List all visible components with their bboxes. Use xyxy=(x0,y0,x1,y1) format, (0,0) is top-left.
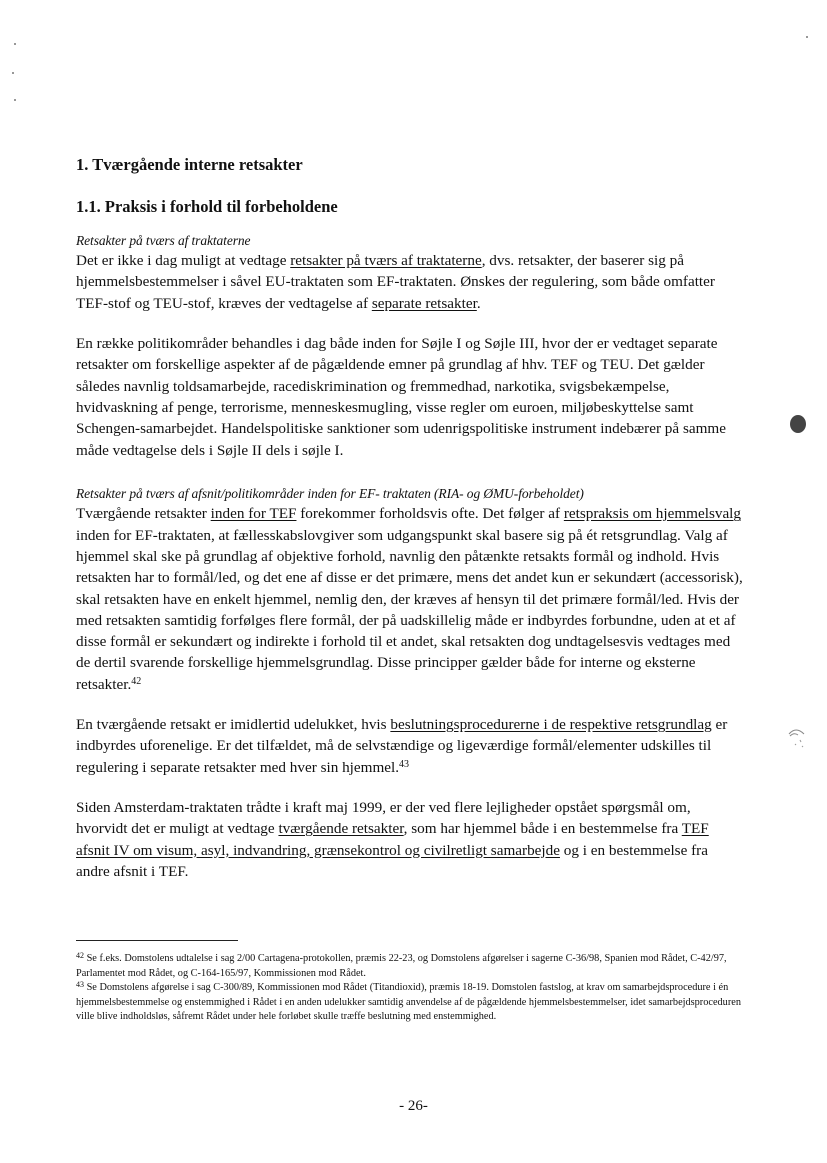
italic-subheading: Retsakter på tværs af afsnit/politikområder inden for EF- traktaten (RIA- og ØMU-forbeholdet) xyxy=(76,485,584,501)
scan-speck xyxy=(12,72,14,74)
main-text xyxy=(76,155,744,882)
italic-subheading: Retsakter på tværs af traktaterne xyxy=(76,232,251,248)
scan-speck xyxy=(14,99,16,101)
scan-smudge xyxy=(786,726,808,752)
subsection-heading: 1.1. Praksis i forhold til forbeholdene xyxy=(76,196,338,216)
underlined-phrase: retspraksis om hjemmelsvalg xyxy=(563,505,741,523)
paragraph xyxy=(76,797,744,882)
footnote xyxy=(76,952,746,981)
text-run: forekommer forholdsvis ofte. Det følger af xyxy=(296,505,564,523)
underlined-phrase: retsakter på tværs af traktaterne xyxy=(290,252,482,270)
underlined-phrase: TEF afsnit IV om visum, asyl, indvandring, grænsekontrol og civilretligt samarbejde xyxy=(76,820,709,859)
text-run: , som har hjemmel både i en bestemmelse fra xyxy=(403,820,682,838)
footnote-number: 42 xyxy=(76,951,84,960)
text-run: Tværgående retsakter xyxy=(76,505,211,523)
paragraph xyxy=(76,714,744,778)
text-run: inden for EF-traktaten, at fællesskabslovgiver som udgangspunkt skal basere sig på ét retsgrundlag. Valg af hjemmel skal ske på grundlag af objektive forhold, navnlig den påtænkte retsakts formål og indhold. Hvis retsakten har to formål/led, og det ene af disse er det primære, mens det andet kun er sekundært (accessorisk), skal retsakten have en enkelt hjemmel, nemlig den, der kræves af hensyn til det primære formål/led. Hvis der med retsakten samtidig forfølges flere formål, der på uadskillelig måde er indbyrdes forbundne, uden at et af disse formål er sekundært og indirekte i forhold til et andet, skal retsakten dog undtagelsesvis vedtages med de dertil svarende forskellige hjemmelsgrundlag. Disse principper gælder både for interne og eksterne retsakter. xyxy=(76,526,743,693)
underlined-phrase: beslutningsprocedurerne i de respektive retsgrundlag xyxy=(390,716,712,734)
footnote-separator xyxy=(76,940,238,941)
section-heading: 1. Tværgående interne retsakter xyxy=(76,155,303,174)
text-run: Det er ikke i dag muligt at vedtage xyxy=(76,252,291,270)
footnote-text: Se f.eks. Domstolens udtalelse i sag 2/00 Cartagena-protokollen, præmis 22-23, og Domstolens afgørelser i sagerne C-36/98, Spanien mod Rådet, C-42/97, Parlamentet mod Rådet, og C-164-165/97, Kommissionen mod Rådet. xyxy=(76,953,727,979)
paragraph xyxy=(76,503,744,695)
scan-speck xyxy=(14,43,16,45)
text-run: En tværgående retsakt er imidlertid udelukket, hvis xyxy=(76,716,391,734)
footnote-number: 43 xyxy=(76,980,84,990)
text-run: og i en bestemmelse fra andre afsnit i TEF. xyxy=(76,841,708,880)
text-run: Siden Amsterdam-traktaten trådte i kraft maj 1999, er der ved flere lejligheder opstået spørgsmål om, hvorvidt det er muligt at vedtage xyxy=(76,798,691,838)
text-run: er indbyrdes uforenelige. Er det tilfældet, må de selvstændige og ligeværdige formål/elementer udskilles til regulering i separate retsakter med hver sin hjemmel. xyxy=(76,716,728,776)
underlined-phrase: inden for TEF xyxy=(210,505,297,523)
footnote-ref: 43 xyxy=(399,758,410,770)
footnote xyxy=(76,981,746,1025)
scan-speck xyxy=(806,36,808,38)
page-number: - 26- xyxy=(399,1098,428,1114)
binder-hole-mark xyxy=(790,415,806,433)
text-run: , dvs. retsakter, der baserer sig på hjemmelsbestemmelser i såvel EU-traktaten som EF-traktaten. Ønskes der regulering, som både omfatter TEF-stof og TEU-stof, kræves der vedtagelse af xyxy=(76,252,715,312)
text-run: . xyxy=(476,294,481,312)
footnote-text: Se Domstolens afgørelse i sag C-300/89, Kommissionen mod Rådet (Titandioxid), præmis 18-19. Domstolen fastslog, at krav om samarbejdsprocedure i én hjemmelsbestemmelse og enstemmighed i Rådet i en anden udelukker samtidig anvendelse af de pågældende hjemmelsbestemmelser, idet samarbejdsproceduren ville blive indholdsløs, såfremt Rådet under hele forløbet skulle træffe beslutning med enstemmighed. xyxy=(76,982,741,1023)
paragraph: En række politikområder behandles i dag både inden for Søjle I og Søjle III, hvor der er vedtaget separate retsakter om forskellige aspekter af de pågældende emner på grundlag af hhv. TEF og TEU. Det gælder således navnlig toldsamarbejde, racediskrimination og fremmedhad, narkotika, svigsbekæmpelse, hvidvaskning af penge, terrorisme, menneskesmugling, visse regler om euroen, miljøbeskyttelse samt Schengen-samarbejdet. Handelspolitiske sanktioner som udenrigspolitiske instrument indebærer på samme måde vedtagelse dels i Søjle II dels i søjle I. xyxy=(76,335,726,459)
footnotes xyxy=(76,952,746,1025)
underlined-phrase: tværgående retsakter xyxy=(278,820,404,838)
paragraph xyxy=(76,250,744,314)
underlined-phrase: separate retsakter xyxy=(371,294,477,312)
footnote-ref: 42 xyxy=(131,675,142,687)
